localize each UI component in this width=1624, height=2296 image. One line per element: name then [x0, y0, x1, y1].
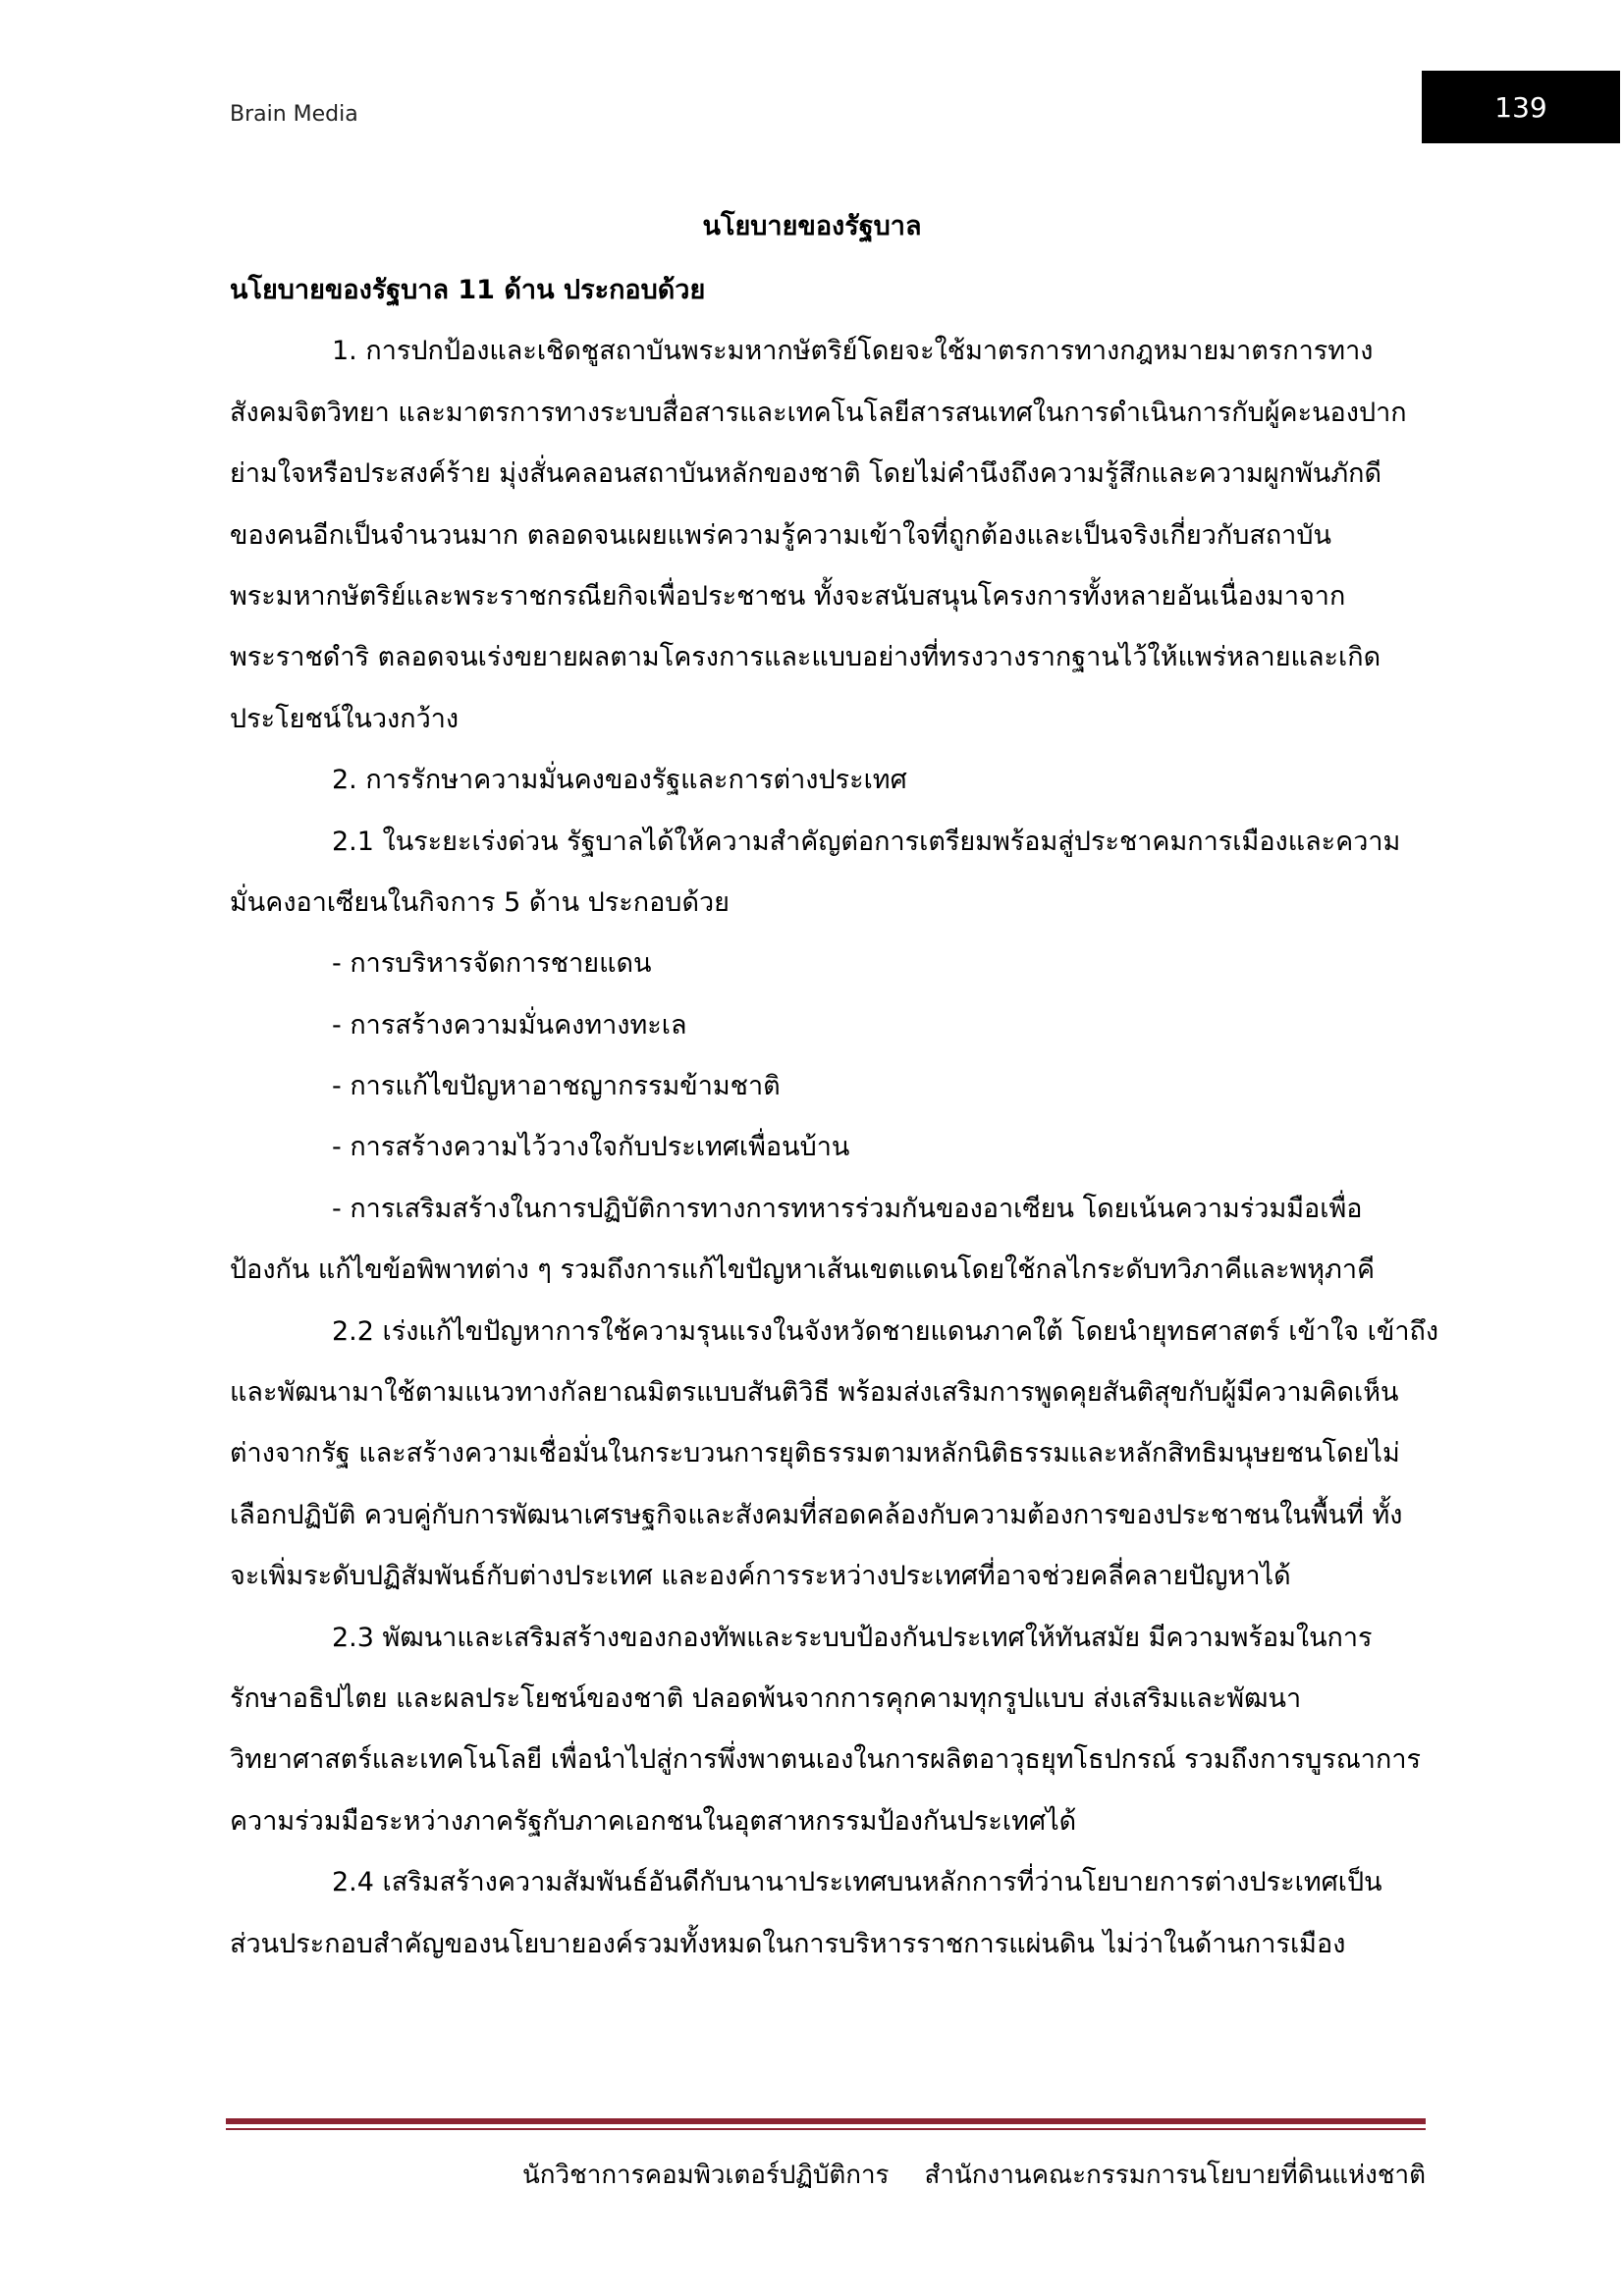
- paragraph-line: จะเพิ่มระดับปฏิสัมพันธ์กับต่างประเทศ และองค์การระหว่างประเทศที่อาจช่วยคลี่คลายปัญหาได้: [230, 1561, 1291, 1592]
- paragraph-line: วิทยาศาสตร์และเทคโนโลยี เพื่อนำไปสู่การพึ่งพาตนเองในการผลิตอาวุธยุทโธปกรณ์ รวมถึงการบูรณาการ: [230, 1744, 1421, 1776]
- footer-position: นักวิชาการคอมพิวเตอร์ปฏิบัติการ: [521, 2161, 890, 2190]
- paragraph-line: 2.4 เสริมสร้างความสัมพันธ์อันดีกับนานาประเทศบนหลักการที่ว่านโยบายการต่างประเทศเป็น: [332, 1867, 1382, 1898]
- paragraph-line: รักษาอธิปไตย และผลประโยชน์ของชาติ ปลอดพ้นจากการคุกคามทุกรูปแบบ ส่งเสริมและพัฒนา: [230, 1682, 1302, 1714]
- footer-organization: สำนักงานคณะกรรมการนโยบายที่ดินแห่งชาติ: [924, 2161, 1426, 2190]
- paragraph-line: ของคนอีกเป็นจำนวนมาก ตลอดจนเผยแพร่ความรู้ความเข้าใจที่ถูกต้องและเป็นจริงเกี่ยวกับสถาบัน: [230, 519, 1331, 551]
- paragraph-line: สังคมจิตวิทยา และมาตรการทางระบบสื่อสารและเทคโนโลยีสารสนเทศในการดำเนินการกับผู้คะนองปาก: [230, 397, 1407, 428]
- document-body: [230, 260, 1439, 1975]
- header-brand: Brain Media: [230, 102, 358, 127]
- paragraph-line: และพัฒนามาใช้ตามแนวทางกัลยาณมิตรแบบสันติวิธี พร้อมส่งเสริมการพูดคุยสันติสุขกับผู้มีความคิดเห็น: [230, 1377, 1399, 1409]
- paragraph-line: พระราชดำริ ตลอดจนเร่งขยายผลตามโครงการและแบบอย่างที่ทรงวางรากฐานไว้ให้แพร่หลายและเกิด: [230, 642, 1381, 673]
- footer-rule-thick: [226, 2118, 1426, 2124]
- paragraph-line: 2.2 เร่งแก้ไขปัญหาการใช้ความรุนแรงในจังหวัดชายแดนภาคใต้ โดยนำยุทธศาสตร์ เข้าใจ เข้าถึง: [332, 1315, 1439, 1347]
- footer: [522, 2155, 1426, 2195]
- page-number: 139: [1494, 90, 1547, 124]
- paragraph-line: มั่นคงอาเซียนในกิจการ 5 ด้าน ประกอบด้วย: [230, 886, 730, 918]
- paragraph-line: ประโยชน์ในวงกว้าง: [230, 703, 460, 734]
- paragraph-line: 2.1 ในระยะเร่งด่วน รัฐบาลได้ให้ความสำคัญต่อการเตรียมพร้อมสู่ประชาคมการเมืองและความ: [332, 826, 1401, 857]
- page-number-badge: [1422, 71, 1620, 143]
- paragraph-line: เลือกปฏิบัติ ควบคู่กับการพัฒนาเศรษฐกิจและสังคมที่สอดคล้องกับความต้องการของประชาชนในพื้นที่ ทั้ง: [230, 1499, 1403, 1530]
- paragraph-line: นโยบายของรัฐบาล 11 ด้าน ประกอบด้วย: [230, 275, 706, 305]
- paragraph-line: - การแก้ไขปัญหาอาชญากรรมข้ามชาติ: [332, 1071, 781, 1102]
- paragraph-line: ความร่วมมือระหว่างภาครัฐกับภาคเอกชนในอุตสาหกรรมป้องกันประเทศได้: [230, 1805, 1077, 1837]
- paragraph-line: ส่วนประกอบสำคัญของนโยบายองค์รวมทั้งหมดในการบริหารราชการแผ่นดิน ไม่ว่าในด้านการเมือง: [230, 1928, 1346, 1959]
- document-title: นโยบายของรัฐบาล: [702, 211, 922, 241]
- paragraph-line: 2. การรักษาความมั่นคงของรัฐและการต่างประเทศ: [332, 765, 907, 796]
- paragraph-line: พระมหากษัตริย์และพระราชกรณียกิจเพื่อประชาชน ทั้งจะสนับสนุนโครงการทั้งหลายอันเนื่องมาจาก: [230, 580, 1346, 612]
- paragraph-line: - การสร้างความมั่นคงทางทะเล: [332, 1009, 687, 1041]
- footer-rule-thin: [226, 2128, 1426, 2130]
- paragraph-line: ต่างจากรัฐ และสร้างความเชื่อมั่นในกระบวนการยุติธรรมตามหลักนิติธรรมและหลักสิทธิมนุษยชนโดยไม่: [230, 1438, 1400, 1469]
- paragraph-line: 2.3 พัฒนาและเสริมสร้างของกองทัพและระบบป้องกันประเทศให้ทันสมัย มีความพร้อมในการ: [332, 1622, 1373, 1653]
- paragraph-line: ป้องกัน แก้ไขข้อพิพาทต่าง ๆ รวมถึงการแก้ไขปัญหาเส้นเขตแดนโดยใช้กลไกระดับทวิภาคีและพหุภาคี: [230, 1255, 1376, 1286]
- paragraph-line: - การบริหารจัดการชายแดน: [332, 948, 652, 980]
- paragraph-line: - การเสริมสร้างในการปฏิบัติการทางการทหารร่วมกันของอาเซียน โดยเน้นความร่วมมือเพื่อ: [332, 1193, 1363, 1224]
- paragraph-line: ย่ามใจหรือประสงค์ร้าย มุ่งสั่นคลอนสถาบันหลักของชาติ โดยไม่คำนึงถึงความรู้สึกและความผูกพันภักดี: [230, 458, 1382, 490]
- paragraph-line: - การสร้างความไว้วางใจกับประเทศเพื่อนบ้าน: [332, 1132, 850, 1163]
- paragraph-line: 1. การปกป้องและเชิดชูสถาบันพระมหากษัตริย์โดยจะใช้มาตรการทางกฎหมายมาตรการทาง: [332, 336, 1374, 367]
